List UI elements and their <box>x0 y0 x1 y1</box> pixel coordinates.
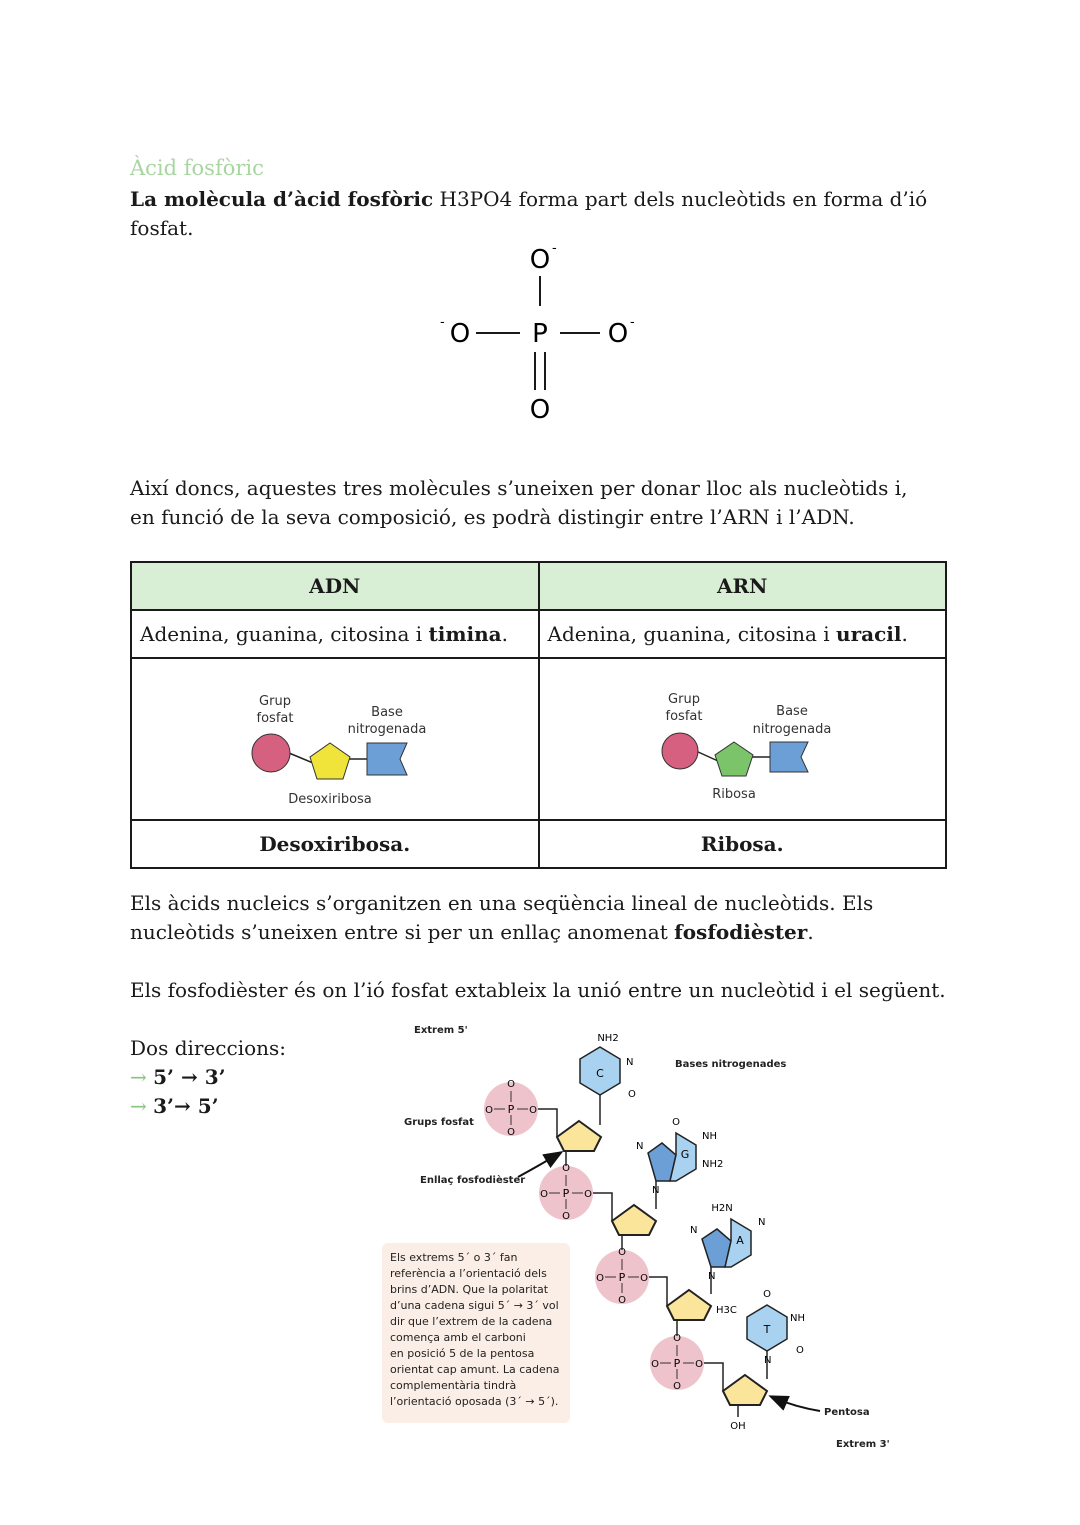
arn-phosphate-circle <box>662 733 698 769</box>
extrem5-label: Extrem 5' <box>414 1025 468 1036</box>
o-label: O <box>628 1089 636 1100</box>
phosphate-group-3 <box>595 1247 649 1306</box>
nucleic-bold: fosfodièster <box>674 920 808 944</box>
o-label: O <box>796 1345 804 1356</box>
adn-base-label-1: Base <box>370 704 403 720</box>
n-label: N <box>652 1185 660 1196</box>
phosphate-group-2 <box>539 1163 593 1222</box>
nh-label: NH <box>702 1131 717 1142</box>
p-atom: P <box>618 1271 626 1284</box>
dna-strand-diagram <box>380 1015 900 1455</box>
base-letter: A <box>736 1234 744 1247</box>
adn-group-label-1: Grup <box>258 693 291 709</box>
note-line: l’orientació oposada (3´ → 5´). <box>390 1395 559 1408</box>
bond-label: Enllaç fosfodièster <box>420 1175 526 1186</box>
arn-base-label-1: Base <box>776 703 809 719</box>
base-t <box>716 1289 805 1379</box>
arn-nucleotide-cell <box>539 658 947 820</box>
p-atom: P <box>507 1103 515 1116</box>
n-label: N <box>626 1057 634 1068</box>
phosphate-group-1 <box>484 1079 538 1138</box>
note-line: orientat cap amunt. La cadena <box>390 1363 560 1376</box>
arn-base-shape <box>770 742 808 772</box>
nucleic-prefix: Els àcids nucleics s’organitzen en una seqüència lineal de nucleòtids. Els nucleòtids s’uneixen entre si per un enllaç anomenat <box>130 891 874 944</box>
o-atom: O <box>673 1333 681 1344</box>
pentose-3 <box>667 1290 711 1320</box>
section-heading: Àcid fosfòric <box>130 156 264 180</box>
arn-sugar-pentagon <box>715 742 753 776</box>
intro-bold: La molècula d’àcid fosfòric <box>130 187 434 211</box>
o-atom: O <box>618 1247 626 1258</box>
adn-sugar-pentagon <box>310 743 350 779</box>
o-atom: O <box>507 1079 515 1090</box>
h2n-label: H2N <box>711 1203 733 1214</box>
base-letter: C <box>596 1067 604 1080</box>
o-atom: O <box>673 1381 681 1392</box>
o-label: O <box>672 1117 680 1128</box>
n-label: N <box>636 1141 644 1152</box>
intro-formula: H3PO4 <box>433 187 513 211</box>
adn-base-label-2: nitrogenada <box>347 721 427 737</box>
pentose-1 <box>557 1121 601 1151</box>
adn-nucleotide-cell <box>131 658 539 820</box>
base-letter: T <box>763 1323 771 1336</box>
backbone-7 <box>704 1363 723 1391</box>
bases-adn-prefix: Adenina, guanina, citosina i <box>140 622 429 646</box>
base-c <box>580 1033 636 1125</box>
note-line: complementària tindrà <box>390 1379 517 1392</box>
intro-rest: forma part dels nucleòtids en forma d’ió fosfat. <box>130 187 928 240</box>
direction-item <box>130 1063 330 1092</box>
o-atom: O <box>562 1211 570 1222</box>
directions-block <box>130 1034 330 1121</box>
o-atom: O <box>584 1189 592 1200</box>
o-atom: O <box>562 1163 570 1174</box>
phosphate-p: P <box>532 319 548 349</box>
arn-group-label-2: fosfat <box>665 708 703 724</box>
arrow-icon: → <box>130 1065 147 1089</box>
direction-5-3: 5’ → 3’ <box>153 1065 226 1089</box>
pentose-2 <box>612 1205 656 1235</box>
bases-arn <box>539 610 947 658</box>
phosphodiester-paragraph: Els fosfodièster és on l’ió fosfat extableix la unió entre un nucleòtid i el següent. <box>130 978 946 1002</box>
phosphate-o-left: O <box>449 319 471 349</box>
footer-adn: Desoxiribosa. <box>131 820 539 868</box>
p-atom: P <box>562 1187 570 1200</box>
note-line: dir que l’extrem de la cadena <box>390 1315 553 1328</box>
o-atom: O <box>485 1105 493 1116</box>
base-letter: G <box>680 1148 690 1161</box>
pentose-label: Pentosa <box>824 1407 870 1418</box>
adn-base-shape <box>367 743 407 775</box>
bases-arn-period: . <box>901 622 908 646</box>
note-line: Els extrems 5´ o 3´ fan <box>390 1251 518 1264</box>
phosphate-o-top: O <box>529 245 551 275</box>
note-line: d’una cadena sigui 5´ → 3´ vol <box>390 1299 559 1312</box>
nucleic-end: . <box>807 920 814 944</box>
pentose-4 <box>723 1375 767 1405</box>
arn-group-label-1: Grup <box>668 691 701 707</box>
bases-adn-bold: timina <box>428 622 502 646</box>
oh-label: OH <box>730 1421 746 1432</box>
nh-label: NH <box>790 1313 805 1324</box>
o-atom: O <box>651 1359 659 1370</box>
bases-arn-prefix: Adenina, guanina, citosina i <box>547 622 837 646</box>
o-atom: O <box>507 1127 515 1138</box>
footer-arn: Ribosa. <box>539 820 947 868</box>
o-atom: O <box>640 1273 648 1284</box>
dna-rna-table <box>130 561 947 869</box>
header-arn: ARN <box>539 562 947 610</box>
adn-phosphate-circle <box>252 734 290 772</box>
bases-arn-bold: uracil <box>836 622 902 646</box>
backbone-3 <box>593 1193 612 1221</box>
bases-label: Bases nitrogenades <box>675 1059 787 1070</box>
bases-adn-period: . <box>501 622 509 646</box>
o-atom: O <box>540 1189 548 1200</box>
arn-base-label-2: nitrogenada <box>752 721 832 737</box>
composition-paragraph: Així doncs, aquestes tres molècules s’uneixen per donar lloc als nucleòtids i, en funció de la seva composició, es podrà distingir entre l’ARN i l’ADN. <box>130 476 908 529</box>
intro-paragraph <box>130 185 960 243</box>
groups-label: Grups fosfat <box>404 1117 474 1128</box>
header-adn: ADN <box>131 562 539 610</box>
o-atom: O <box>596 1273 604 1284</box>
o-atom: O <box>529 1105 537 1116</box>
note-line: referència a l’orientació dels <box>390 1267 547 1280</box>
adn-nucleotide-diagram <box>225 667 445 807</box>
phosphate-o-bottom: O <box>529 395 551 425</box>
base-a <box>690 1203 765 1294</box>
direction-3-5: 3’→ 5’ <box>153 1094 219 1118</box>
charge-top: - <box>552 241 557 256</box>
arn-nucleotide-diagram <box>632 667 852 807</box>
charge-right: - <box>630 315 635 330</box>
n-label: N <box>708 1271 716 1282</box>
note-line: brins d’ADN. Que la polaritat <box>390 1283 549 1296</box>
n-label: N <box>758 1217 766 1228</box>
n-label: N <box>764 1355 772 1366</box>
note-line: en posició 5 de la pentosa <box>390 1347 535 1360</box>
o-atom: O <box>695 1359 703 1370</box>
directions-title: Dos direccions: <box>130 1036 287 1060</box>
o-atom: O <box>618 1295 626 1306</box>
arn-sugar-label: Ribosa <box>712 786 757 802</box>
p-atom: P <box>673 1357 681 1370</box>
base-g <box>636 1117 723 1209</box>
arrow-icon: → <box>130 1094 147 1118</box>
backbone-5 <box>649 1277 667 1306</box>
extrem3-label: Extrem 3' <box>836 1439 890 1450</box>
n-label: N <box>690 1225 698 1236</box>
phosphate-o-right: O <box>607 319 629 349</box>
note-line: comença amb el carboni <box>390 1331 526 1344</box>
pentose-arrow <box>772 1397 820 1411</box>
nh2-label: NH2 <box>702 1159 724 1170</box>
direction-item <box>130 1092 330 1121</box>
bases-adn <box>131 610 539 658</box>
charge-left: - <box>440 315 445 330</box>
nucleic-paragraph <box>130 889 960 947</box>
adn-sugar-label: Desoxiribosa <box>287 791 372 807</box>
o-label: O <box>763 1289 771 1300</box>
nh2-label: NH2 <box>597 1033 619 1044</box>
h3c-label: H3C <box>716 1305 737 1316</box>
phosphate-group-4 <box>650 1333 704 1392</box>
backbone-1 <box>538 1109 557 1137</box>
phosphate-structure <box>420 238 660 428</box>
adn-group-label-2: fosfat <box>256 710 294 726</box>
